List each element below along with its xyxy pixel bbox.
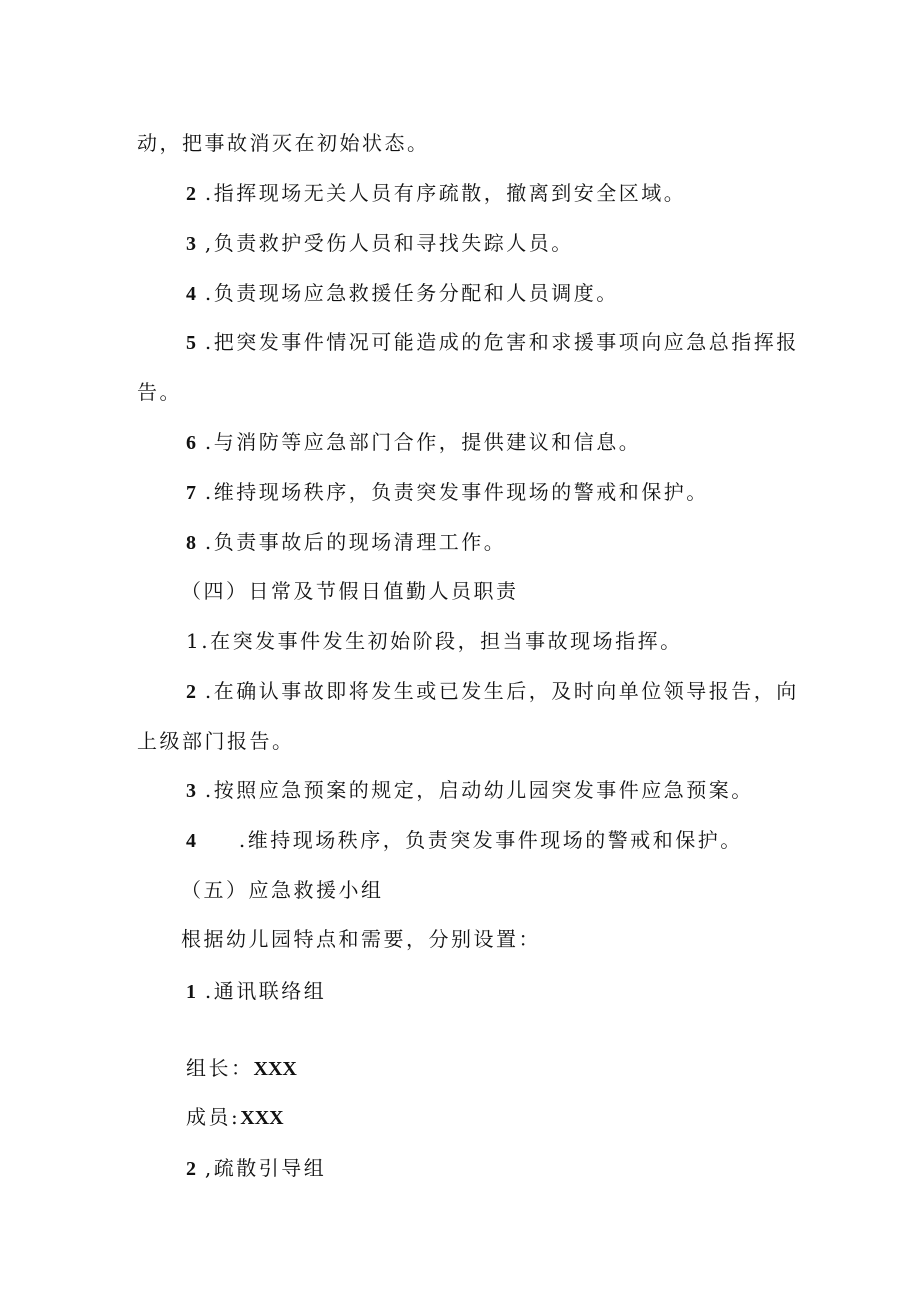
item-text: .按照应急预案的规定，启动幼儿园突发事件应急预案。 <box>204 778 754 802</box>
list-item-1 <box>186 628 683 654</box>
item-text: 1.在突发事件发生初始阶段，担当事故现场指挥。 <box>186 629 683 653</box>
line-text: 告。 <box>137 380 182 404</box>
line-text: 根据幼儿园特点和需要，分别设置： <box>181 927 541 951</box>
section-heading <box>181 877 384 903</box>
line-text: 上级部门报告。 <box>137 729 295 753</box>
item-text: ,负责救护受伤人员和寻找失踪人员。 <box>204 231 574 255</box>
list-item-7 <box>186 479 709 506</box>
member-label: 成员: <box>186 1105 241 1129</box>
item-text: .把突发事件情况可能造成的危害和求援事项向应急总指挥报 <box>204 330 799 354</box>
paragraph-line <box>137 379 182 405</box>
item-number: 5 <box>186 332 196 354</box>
item-text: .通讯联络组 <box>204 979 327 1003</box>
item-text: .在确认事故即将发生或已发生后，及时向单位领导报告，向 <box>204 679 799 703</box>
item-text: .维持现场秩序，负责突发事件现场的警戒和保护。 <box>238 828 743 852</box>
section-heading <box>181 578 519 604</box>
item-number: 2 <box>186 183 196 205</box>
item-text: .与消防等应急部门合作，提供建议和信息。 <box>204 430 642 454</box>
list-item-4 <box>186 280 619 307</box>
list-item-3 <box>186 230 574 257</box>
item-number: 1 <box>186 981 196 1003</box>
paragraph-line <box>181 926 541 952</box>
list-item-6 <box>186 429 641 456</box>
item-text: .负责现场应急救援任务分配和人员调度。 <box>204 281 619 305</box>
group-leader-line <box>186 1055 297 1082</box>
leader-value: XXX <box>253 1058 297 1080</box>
line-text: 动，把事故消灭在初始状态。 <box>137 131 430 155</box>
list-item-2 <box>186 180 686 207</box>
paragraph-line <box>137 728 295 754</box>
item-number: 6 <box>186 432 196 454</box>
item-number: 2 <box>186 1158 196 1180</box>
list-item-2 <box>186 678 799 705</box>
item-number: 2 <box>186 681 196 703</box>
list-item-5 <box>186 329 799 356</box>
group-member-line <box>186 1104 284 1131</box>
item-number: 4 <box>186 283 196 305</box>
paragraph-line <box>137 130 430 156</box>
list-item-3 <box>186 777 754 804</box>
item-text: .维持现场秩序，负责突发事件现场的警戒和保护。 <box>204 480 709 504</box>
item-number: 3 <box>186 233 196 255</box>
list-item-2 <box>186 1155 326 1182</box>
item-number: 8 <box>186 532 196 554</box>
item-number: 4 <box>186 830 196 852</box>
list-item-4 <box>186 827 743 854</box>
member-value: XXX <box>240 1107 284 1129</box>
item-number: 3 <box>186 780 196 802</box>
heading-text: （四）日常及节假日值勤人员职责 <box>181 579 519 603</box>
item-number: 7 <box>186 482 196 504</box>
item-text: .负责事故后的现场清理工作。 <box>204 530 507 554</box>
leader-label: 组长： <box>186 1056 254 1080</box>
item-text: .指挥现场无关人员有序疏散，撤离到安全区域。 <box>204 181 687 205</box>
item-text: ,疏散引导组 <box>204 1156 327 1180</box>
heading-text: （五）应急救援小组 <box>181 878 384 902</box>
list-item-1 <box>186 978 326 1005</box>
list-item-8 <box>186 529 506 556</box>
